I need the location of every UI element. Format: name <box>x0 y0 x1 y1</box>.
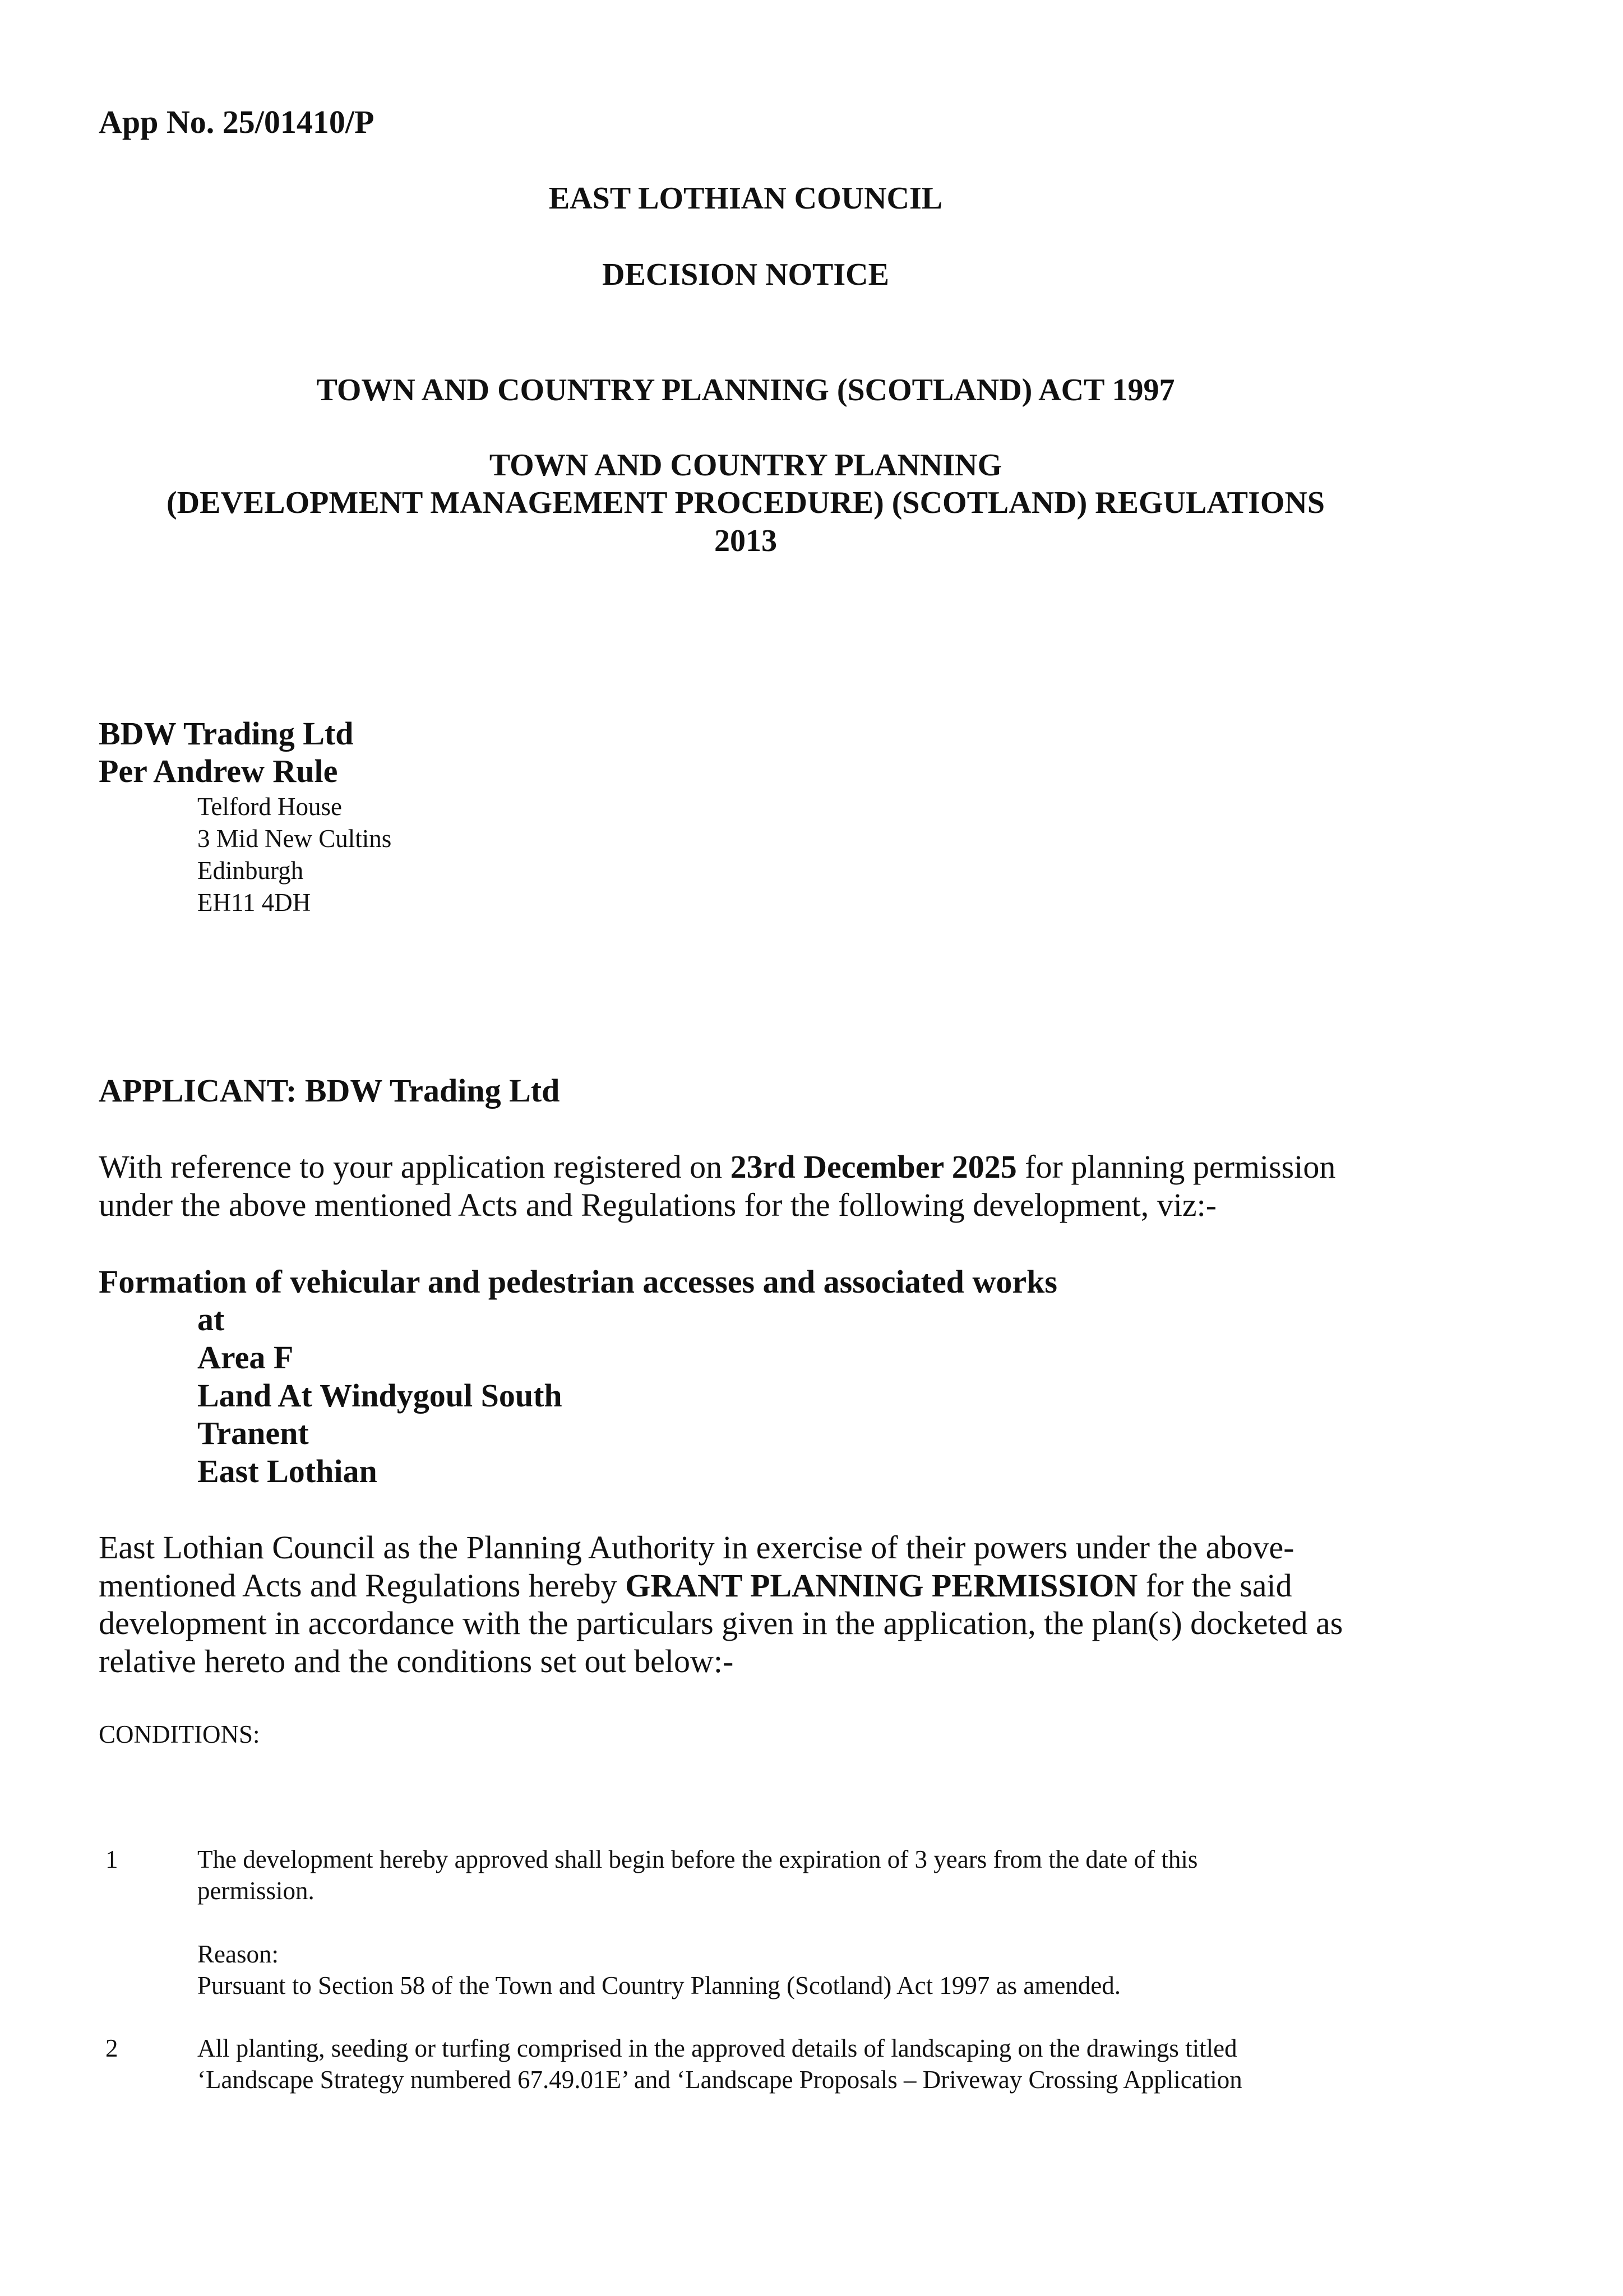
address-line: Telford House <box>197 793 343 821</box>
applicant: APPLICANT: BDW Trading Ltd <box>99 1072 560 1109</box>
reference-line-2: under the above mentioned Acts and Regulations for the following development, viz:- <box>99 1187 1217 1223</box>
act-title: TOWN AND COUNTRY PLANNING (SCOTLAND) ACT 1997 <box>316 373 1175 408</box>
reference-text: With reference to your application registered on <box>99 1149 730 1185</box>
address-line: EH11 4DH <box>197 888 311 916</box>
application-number: App No. 25/01410/P <box>99 104 374 140</box>
grant-line-1: East Lothian Council as the Planning Authority in exercise of their powers under the above- <box>99 1529 1294 1566</box>
development-location-line: Tranent <box>197 1415 309 1451</box>
regulations-line-3: 2013 <box>714 524 777 558</box>
reference-text: for planning permission <box>1016 1149 1336 1185</box>
grant-decision: GRANT PLANNING PERMISSION <box>625 1567 1138 1604</box>
conditions-label: CONDITIONS: <box>99 1720 260 1748</box>
regulations-line-1: TOWN AND COUNTRY PLANNING <box>489 448 1002 483</box>
council-name: EAST LOTHIAN COUNCIL <box>548 181 943 216</box>
condition-number: 2 <box>105 2034 118 2062</box>
grant-line-3: development in accordance with the particulars given in the application, the plan(s) docketed as <box>99 1605 1343 1641</box>
reason-text: Pursuant to Section 58 of the Town and Country Planning (Scotland) Act 1997 as amended. <box>197 1971 1121 1999</box>
grant-line-2 <box>99 1567 1292 1604</box>
development-title: Formation of vehicular and pedestrian accesses and associated works <box>99 1263 1057 1300</box>
condition-text: ‘Landscape Strategy numbered 67.49.01E’ and ‘Landscape Proposals – Driveway Crossing Application <box>197 2066 1242 2094</box>
reference-line-1 <box>99 1148 1335 1186</box>
recipient-name: BDW Trading Ltd <box>99 715 354 752</box>
condition-text: The development hereby approved shall begin before the expiration of 3 years from the date of this <box>197 1845 1198 1873</box>
development-location-line: Area F <box>197 1339 294 1376</box>
development-location-line: at <box>197 1301 225 1337</box>
condition-text: permission. <box>197 1877 315 1905</box>
condition-number: 1 <box>105 1845 118 1873</box>
development-location-line: East Lothian <box>197 1453 377 1489</box>
address-line: 3 Mid New Cultins <box>197 825 392 853</box>
registration-date: 23rd December 2025 <box>730 1149 1017 1185</box>
grant-line-4: relative hereto and the conditions set out below:- <box>99 1643 734 1679</box>
regulations-line-2: (DEVELOPMENT MANAGEMENT PROCEDURE) (SCOTLAND) REGULATIONS <box>167 485 1325 520</box>
grant-text: mentioned Acts and Regulations hereby <box>99 1567 626 1604</box>
address-line: Edinburgh <box>197 857 304 885</box>
condition-text: All planting, seeding or turfing comprised in the approved details of landscaping on the drawings titled <box>197 2034 1237 2062</box>
recipient-per: Per Andrew Rule <box>99 753 338 789</box>
development-location-line: Land At Windygoul South <box>197 1377 562 1414</box>
reason-label: Reason: <box>197 1940 279 1968</box>
grant-text: for the said <box>1138 1567 1292 1604</box>
notice-title: DECISION NOTICE <box>602 257 889 292</box>
